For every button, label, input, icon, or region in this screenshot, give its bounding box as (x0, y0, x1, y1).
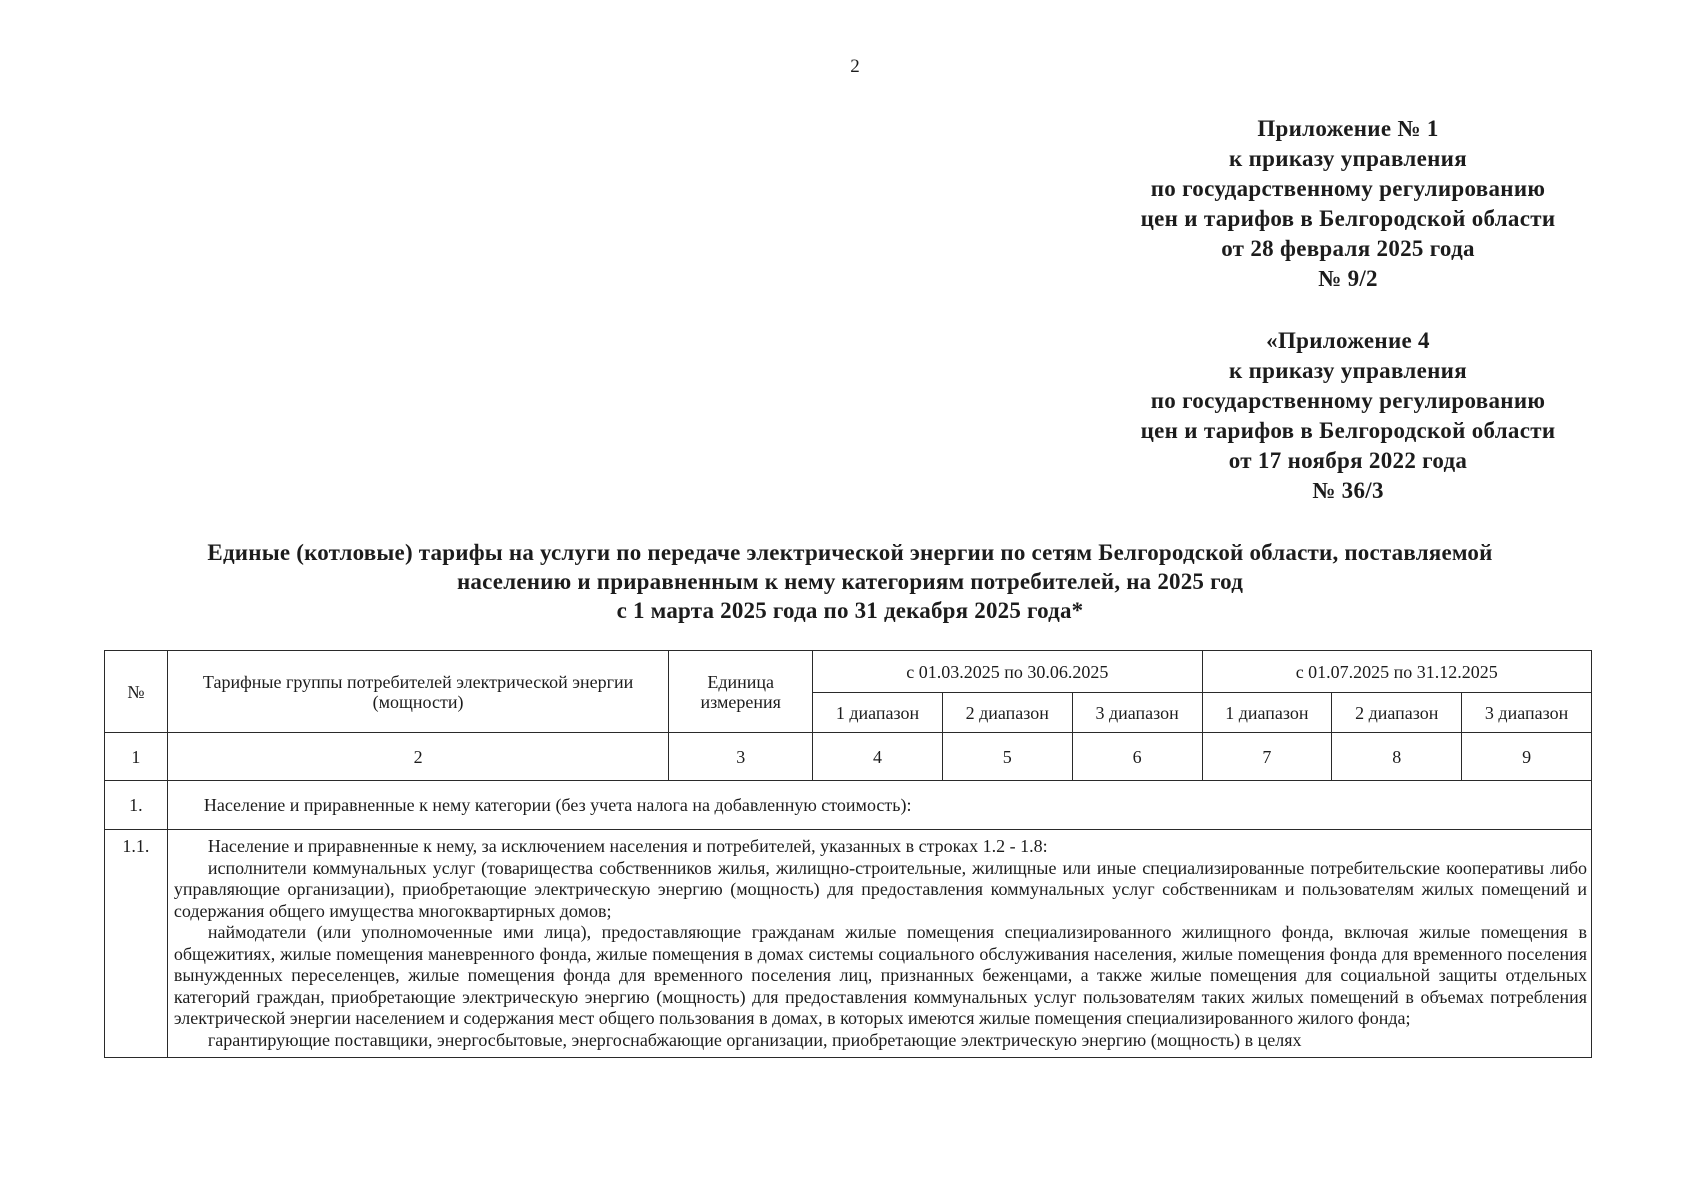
appendix-line: по государственному регулированию (1150, 176, 1546, 201)
column-number: 1 (105, 733, 168, 781)
appendix-line: № 9/2 (1318, 266, 1378, 291)
column-number: 8 (1332, 733, 1462, 781)
row-paragraph: наймодатели (или уполномоченные ими лица), предоставляющие гражданам жилые помещения специализированного жилищного фонда, включая жилые помещения в общежитиях, жилые помещения маневренного фонда, жилые помещения в домах системы социального обслуживания населения, жилые помещения фонда для временного поселения вынужденных переселенцев, жилые помещения фонда для временного поселения лиц, признанных беженцами, а также жилые помещения для социальной защиты отдельных категорий граждан, приобретающие электрическую энергию (мощность) для предоставления коммунальных услуг пользователям таких жилых помещений в объемах потребления электрической энергии населением и содержания мест общего пользования в домах, в которых имеются жилые помещения специализированного жилого фонда; (173, 922, 1587, 1028)
title-line-3: с 1 марта 2025 года по 31 декабря 2025 года* (616, 598, 1084, 623)
column-number: 9 (1462, 733, 1592, 781)
appendix-line: от 28 февраля 2025 года (1221, 236, 1475, 261)
tariffs-table (104, 650, 1592, 1058)
page-number: 2 (850, 56, 860, 77)
column-number: 5 (942, 733, 1072, 781)
column-number: 6 (1072, 733, 1202, 781)
appendix-line: к приказу управления (1229, 146, 1467, 171)
table-row (105, 830, 1592, 1058)
table-row (105, 781, 1592, 830)
header-row (105, 651, 1592, 693)
header-tariff-groups: Тарифные группы потребителей электрической энергии (мощности) (167, 651, 668, 733)
column-number: 7 (1202, 733, 1332, 781)
row-number: 1.1. (105, 830, 168, 1058)
appendix-line: от 17 ноября 2022 года (1228, 448, 1468, 473)
row-number: 1. (105, 781, 168, 830)
appendix-line: к приказу управления (1229, 358, 1467, 383)
column-numbers-row (105, 733, 1592, 781)
row-paragraph: Население и приравненные к нему, за исключением населения и потребителей, указанных в строках 1.2 - 1.8: (207, 836, 1048, 856)
header-range: 2 диапазон (1332, 693, 1462, 733)
row-description (167, 830, 1591, 1058)
header-range: 1 диапазон (813, 693, 943, 733)
title-line-1: Единые (котловые) тарифы на услуги по передаче электрической энергии по сетям Белгородской области, поставляемой (207, 540, 1493, 565)
header-no: № (105, 651, 168, 733)
column-number: 3 (669, 733, 813, 781)
header-range: 1 диапазон (1202, 693, 1332, 733)
column-number: 2 (167, 733, 668, 781)
appendix-line: цен и тарифов в Белгородской области (1140, 418, 1556, 443)
row-description: Население и приравненные к нему категории (без учета налога на добавленную стоимость): (167, 781, 1591, 830)
title-line-2: населению и приравненным к нему категориям потребителей, на 2025 год (456, 569, 1244, 594)
appendix-line: по государственному регулированию (1150, 388, 1546, 413)
appendix-line: «Приложение 4 (1266, 328, 1430, 353)
document-title (110, 538, 1590, 625)
appendix-line: Приложение № 1 (1257, 116, 1439, 141)
appendix-amended-header (1098, 326, 1598, 506)
appendix-line: № 36/3 (1312, 478, 1384, 503)
column-number: 4 (813, 733, 943, 781)
header-period-2: с 01.07.2025 по 31.12.2025 (1202, 651, 1592, 693)
row-paragraph: исполнители коммунальных услуг (товарищества собственников жилья, жилищно-строительные, жилищные или иные специализированные потребительские кооперативы либо управляющие организации), приобретающие электрическую энергию (мощность) для предоставления коммунальных услуг собственникам и пользователям жилых помещений и содержания общего имущества многоквартирных домов; (173, 857, 1587, 921)
header-range: 3 диапазон (1462, 693, 1592, 733)
header-range: 2 диапазон (942, 693, 1072, 733)
header-unit: Единица измерения (669, 651, 813, 733)
header-period-1: с 01.03.2025 по 30.06.2025 (813, 651, 1202, 693)
appendix-line: цен и тарифов в Белгородской области (1140, 206, 1556, 231)
row-paragraph: гарантирующие поставщики, энергосбытовые, энергоснабжающие организации, приобретающие электрическую энергию (мощность) в целях (207, 1029, 1302, 1050)
header-range: 3 диапазон (1072, 693, 1202, 733)
appendix-current-header (1098, 114, 1598, 294)
